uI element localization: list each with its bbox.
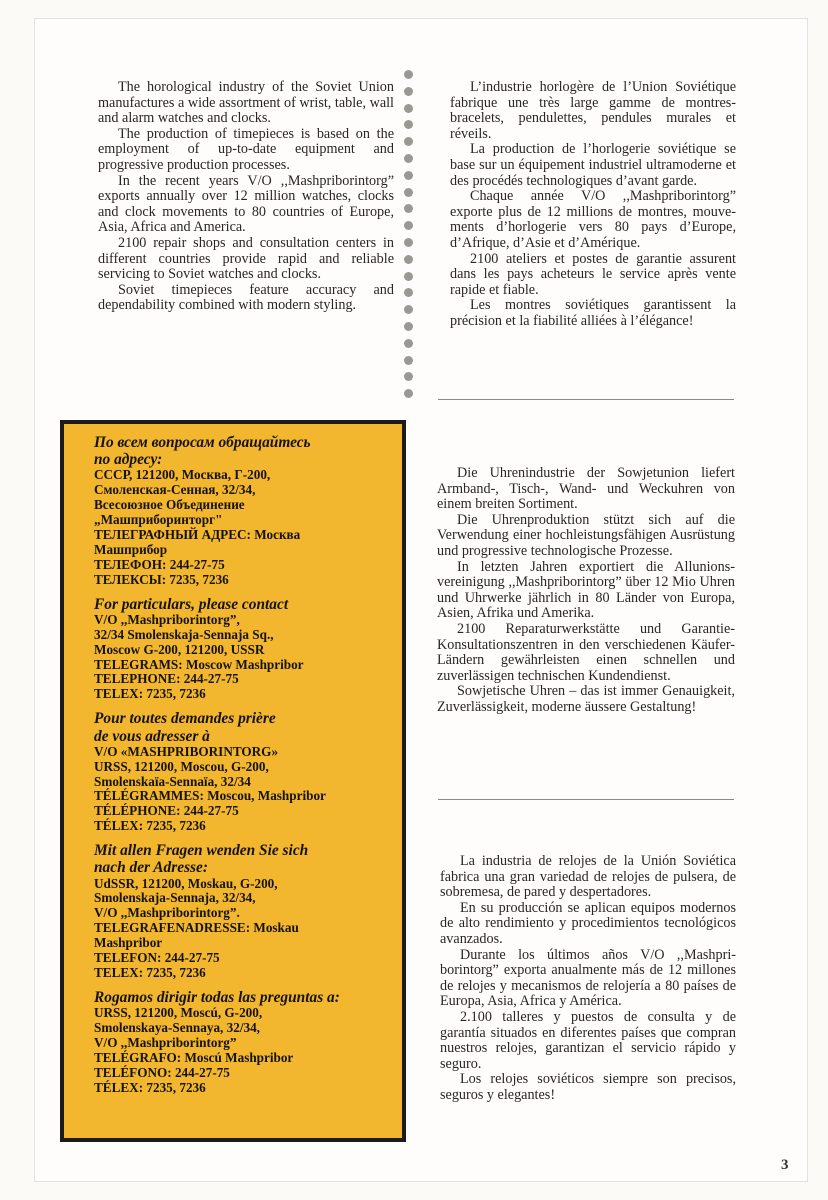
binding-hole <box>404 255 413 264</box>
binding-hole <box>404 288 413 297</box>
binding-hole <box>404 372 413 381</box>
binding-hole <box>404 221 413 230</box>
paragraph: In letzten Jahren exportiert die Allunionsvereinigung ,,Mashpriborintorg” über 12 Mio Uhren und Uhrwerke jährlich in 80 Länder von Europa, Asien, Afrika und Amerika. <box>437 558 735 622</box>
paragraph: Les montres soviétiques garantissent la précision et la fiabilité alliées à l’élégance! <box>450 297 736 329</box>
contact-block-english <box>94 596 390 703</box>
section-divider <box>438 799 734 800</box>
contact-heading: de vous adresser à <box>94 727 210 745</box>
binding-hole <box>404 188 413 197</box>
page-number: 3 <box>781 1157 789 1173</box>
contact-heading: Mit allen Fragen wenden Sie sich <box>94 842 309 860</box>
paragraph: En su producción se aplican equipos modernos de alto rendimiento y procedimientos tecnológicos avanzados. <box>440 899 736 947</box>
address-line: Moscow G-200, 121200, USSR <box>94 641 265 657</box>
address-line: TELÉGRAFO: Moscú Mashpribor <box>94 1049 294 1065</box>
address-line: 32/34 Smolenskaja-Sennaja Sq., <box>94 626 274 642</box>
binding-hole <box>404 272 413 281</box>
binding-hole <box>404 204 413 213</box>
paragraph: 2100 repair shops and consultation centers in different countries provide rapid and reliable servicing to Soviet watches and clocks. <box>98 234 394 283</box>
paragraph: The horological industry of the Soviet Union manufactures a wide assortment of wrist, table, wall and alarm watches and clocks. <box>98 79 394 127</box>
paragraph: The production of timepieces is based on the employment of up-to-date equipment and progressive production processes. <box>98 125 394 173</box>
address-line: V/O ,,Mashpriborintorg”. <box>94 905 240 921</box>
section-divider <box>438 399 734 400</box>
address-line: ТЕЛЕГРАФНЫЙ АДРЕС: Москва <box>94 527 301 543</box>
contact-heading: For particulars, please contact <box>94 595 289 613</box>
contact-heading: Rogamos dirigir todas las preguntas a: <box>94 988 340 1006</box>
address-line: СССР, 121200, Москва, Г-200, <box>94 467 271 483</box>
binding-hole <box>404 154 413 163</box>
address-line: V/O «MASHPRIBORINTORG» <box>94 743 279 759</box>
paragraph: In the recent years V/O ,,Mashpriborintorg” exports annually over 12 million watches, clocks and clock movements to 80 countries of Europe, Asia, Africa and America. <box>98 172 394 236</box>
spanish-text-column <box>440 854 736 1104</box>
contact-block-russian <box>94 434 390 588</box>
binding-hole <box>404 70 413 79</box>
address-line: Smolenskaya-Sennaya, 32/34, <box>94 1020 260 1035</box>
address-line: TELEX: 7235, 7236 <box>94 686 206 702</box>
contact-address-box <box>60 420 406 1142</box>
paragraph: Die Uhrenindustrie der Sowjetunion liefert Armband-, Tisch-, Wand- und Weckuhren von einem breiten Sortiment. <box>437 465 735 513</box>
paragraph: Sowjetische Uhren – das ist immer Genauigkeit, Zuverlässigkeit, moderne äussere Gestaltung! <box>437 683 735 715</box>
binding-hole <box>404 104 413 113</box>
german-text-column <box>437 466 735 716</box>
address-line: TELEGRAMS: Moscow Mashpribor <box>94 656 304 672</box>
contact-heading: nach der Adresse: <box>94 859 209 877</box>
address-line: TELEFON: 244-27-75 <box>94 950 220 966</box>
contact-block-german <box>94 842 390 981</box>
address-line: TELÉFONO: 244-27-75 <box>94 1064 230 1080</box>
address-line: V/O ,,Mashpriborintorg” <box>94 1034 237 1050</box>
address-line: Smolenskaïa-Sennaïa, 32/34 <box>94 773 251 789</box>
address-line: Smolenskaja-Sennaja, 32/34, <box>94 890 256 906</box>
binding-hole <box>404 339 413 348</box>
binding-hole <box>404 120 413 129</box>
address-line: TELEX: 7235, 7236 <box>94 964 206 980</box>
paragraph: 2.100 talleres y puestos de consulta y de garantía situados en diferentes países que compran nuestros relojes, garantizan el servicio rápido y seguro. <box>440 1008 736 1072</box>
binding-hole <box>404 171 413 180</box>
address-line: Mashpribor <box>94 935 163 951</box>
paragraph: 2100 Reparaturwerkstätte und Garantie-Konsultationszentren in den verschiedenen Käufer-Ländern gewährleisten einen schnellen und zuverlässigen technischen Kundendienst. <box>437 620 735 684</box>
address-line: URSS, 121200, Moscou, G-200, <box>94 758 269 774</box>
address-line: „Машприборинторг" <box>94 512 223 528</box>
french-text-column <box>450 80 736 330</box>
contact-block-french <box>94 710 390 834</box>
address-line: URSS, 121200, Moscú, G-200, <box>94 1005 263 1021</box>
paragraph: Soviet timepieces feature accuracy and dependability combined with modern styling. <box>98 281 394 314</box>
binding-hole <box>404 322 413 331</box>
address-line: TÉLÉGRAMMES: Moscou, Mashpribor <box>94 788 326 804</box>
address-line: TÉLEX: 7235, 7236 <box>94 818 206 834</box>
binding-hole <box>404 305 413 314</box>
spiral-binding-holes <box>402 70 416 410</box>
address-line: Всесоюзное Объединение <box>94 497 245 513</box>
contact-heading: Pour toutes demandes prière <box>94 710 276 728</box>
paragraph: 2100 ateliers et postes de garantie assurent dans les pays acheteurs le service après vente rapide et fiable. <box>450 250 736 298</box>
paragraph: L’industrie horlogère de l’Union Soviétique fabrique une très large gamme de montres-bracelets, pendulettes, pendules murales et réveils. <box>450 79 736 142</box>
address-line: ТЕЛЕФОН: 244-27-75 <box>94 556 225 572</box>
address-line: Смоленская-Сенная, 32/34, <box>94 482 256 498</box>
paragraph: Chaque année V/O ,,Mashpriborintorg” exporte plus de 12 millions de montres, mouvements d’horlogerie vers 80 pays d’Europe, d’Afrique, d’Asie et d’Amérique. <box>450 188 736 251</box>
contact-heading: По всем вопросам обращайтесь <box>94 434 311 451</box>
paragraph: Die Uhrenproduktion stützt sich auf die Verwendung einer hochleistungsfähigen Ausrüstung und progressive technologische Prozesse. <box>437 511 735 559</box>
binding-hole <box>404 356 413 365</box>
address-line: Машприбор <box>94 541 168 557</box>
binding-hole <box>404 238 413 247</box>
address-line: TELEPHONE: 244-27-75 <box>94 671 239 687</box>
address-line: V/O ,,Mashpriborintorg”, <box>94 611 240 627</box>
paragraph: Durante los últimos años V/O ,,Mashpriborintorg” exporta anualmente más de 12 millones de relojes y mecanismos de relojería a 80 países de Europa, Asia, Africa y América. <box>440 946 736 1010</box>
contact-heading: по адресу: <box>94 451 163 469</box>
address-line: TÉLEX: 7235, 7236 <box>94 1079 206 1095</box>
address-line: TELEGRAFENADRESSE: Moskau <box>94 920 299 936</box>
contact-block-spanish <box>94 989 390 1096</box>
binding-hole <box>404 137 413 146</box>
address-line: TÉLÉPHONE: 244-27-75 <box>94 803 239 819</box>
binding-hole <box>404 389 413 398</box>
address-line: ТЕЛЕКСЫ: 7235, 7236 <box>94 571 229 587</box>
english-text-column <box>98 80 394 314</box>
address-line: UdSSR, 121200, Moskau, G-200, <box>94 875 278 891</box>
paragraph: Los relojes soviéticos siempre son precisos, seguros y elegantes! <box>440 1071 736 1103</box>
paragraph: La production de l’horlogerie soviétique se base sur un équipement industriel ultramoderne et des procédés technologiques d’avant garde. <box>450 141 736 189</box>
paragraph: La industria de relojes de la Unión Soviética fabrica una gran variedad de relojes de pulsera, de sobremesa, de pared y despertadores. <box>440 853 736 901</box>
binding-hole <box>404 87 413 96</box>
